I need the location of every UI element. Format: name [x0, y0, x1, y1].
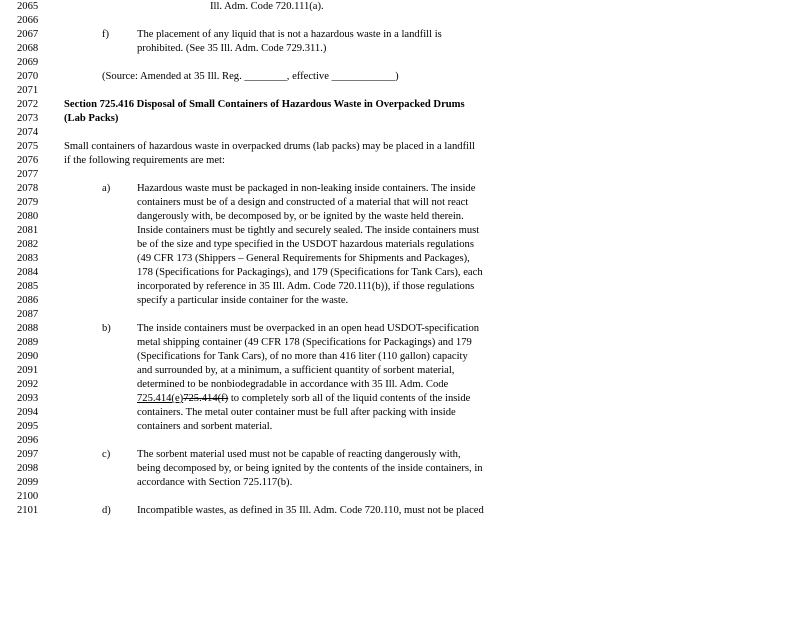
line-number: 2081: [17, 225, 39, 236]
list-marker: f): [102, 29, 110, 40]
line-number: 2068: [17, 43, 39, 54]
line-number: 2084: [17, 267, 39, 278]
line-number: 2100: [17, 491, 39, 502]
line-2088: [17, 322, 547, 336]
line-text: containers must be of a design and constructed of a material that will not react: [137, 197, 469, 208]
line-text: The inside containers must be overpacked in an open head USDOT-specification: [137, 323, 480, 334]
line-2068: [17, 42, 547, 56]
line-number: 2088: [17, 323, 39, 334]
line-2067: [17, 28, 547, 42]
line-number: 2097: [17, 449, 39, 460]
line-number: 2072: [17, 99, 39, 110]
line-2082: [17, 238, 547, 252]
line-2070: [17, 70, 547, 84]
line-2083: [17, 252, 547, 266]
list-marker: a): [102, 183, 111, 194]
line-2094: [17, 406, 547, 420]
line-text: Ill. Adm. Code 720.111(a).: [210, 1, 324, 12]
line-number: 2091: [17, 365, 39, 376]
line-text: metal shipping container (49 CFR 178 (Specifications for Packagings) and 179: [137, 337, 472, 348]
line-2101: [17, 504, 547, 518]
line-text: incorporated by reference in 35 Ill. Adm. Code 720.111(b)), if those regulations: [137, 281, 475, 292]
line-number: 2079: [17, 197, 39, 208]
line-text: containers and sorbent material.: [137, 421, 273, 432]
line-2081: [17, 224, 547, 238]
line-number: 2071: [17, 85, 39, 96]
line-text: Incompatible wastes, as defined in 35 Ill. Adm. Code 720.110, must not be placed: [137, 505, 484, 516]
line-2092: [17, 378, 547, 392]
deleted-citation: 725.414(f): [183, 393, 229, 404]
list-marker: c): [102, 449, 111, 460]
line-2076: [17, 154, 547, 168]
line-text: specify a particular inside container for the waste.: [137, 295, 349, 306]
line-number: 2101: [17, 505, 39, 516]
line-number: 2075: [17, 141, 39, 152]
line-number: 2073: [17, 113, 39, 124]
list-marker: b): [102, 323, 111, 334]
line-number: 2069: [17, 57, 39, 68]
line-number: 2092: [17, 379, 39, 390]
line-text-edited: [137, 392, 470, 406]
line-text: 178 (Specifications for Packagings), and 179 (Specifications for Tank Cars), each: [137, 267, 483, 278]
line-number: 2087: [17, 309, 39, 320]
line-2071: [17, 84, 547, 98]
line-number: 2099: [17, 477, 39, 488]
line-2099: [17, 476, 547, 490]
line-number: 2076: [17, 155, 39, 166]
line-number: 2094: [17, 407, 39, 418]
line-text: Hazardous waste must be packaged in non-leaking inside containers. The inside: [137, 183, 476, 194]
line-text: accordance with Section 725.117(b).: [137, 477, 293, 488]
line-2074: [17, 126, 547, 140]
line-2098: [17, 462, 547, 476]
inserted-citation: 725.414(e): [137, 393, 184, 404]
line-number: 2077: [17, 169, 39, 180]
line-2077: [17, 168, 547, 182]
line-number: 2095: [17, 421, 39, 432]
line-text: containers. The metal outer container must be full after packing with inside: [137, 407, 456, 418]
line-text: dangerously with, be decomposed by, or be ignited by the waste held therein.: [137, 211, 464, 222]
line-2085: [17, 280, 547, 294]
line-number: 2078: [17, 183, 39, 194]
line-text: being decomposed by, or being ignited by the contents of the inside containers, in: [137, 463, 483, 474]
line-2078: [17, 182, 547, 196]
source-note: (Source: Amended at 35 Ill. Reg. ________, effective ____________): [102, 71, 399, 82]
line-2069: [17, 56, 547, 70]
line-text: to completely sorb all of the liquid contents of the inside: [228, 393, 471, 404]
line-text: The placement of any liquid that is not a hazardous waste in a landfill is: [137, 29, 442, 40]
line-text: The sorbent material used must not be capable of reacting dangerously with,: [137, 449, 461, 460]
line-number: 2086: [17, 295, 39, 306]
list-marker: d): [102, 505, 111, 516]
line-2066: [17, 14, 547, 28]
line-2095: [17, 420, 547, 434]
line-2096: [17, 434, 547, 448]
line-2075: [17, 140, 547, 154]
line-2086: [17, 294, 547, 308]
line-2079: [17, 196, 547, 210]
line-number: 2067: [17, 29, 39, 40]
line-number: 2085: [17, 281, 39, 292]
line-number: 2089: [17, 337, 39, 348]
line-2065: [17, 0, 547, 14]
line-number: 2098: [17, 463, 39, 474]
line-2091: [17, 364, 547, 378]
line-text: (49 CFR 173 (Shippers – General Requirements for Shipments and Packages),: [137, 253, 470, 264]
line-number: 2074: [17, 127, 39, 138]
line-2093: [17, 392, 547, 406]
line-number: 2090: [17, 351, 39, 362]
line-number: 2083: [17, 253, 39, 264]
line-2100: [17, 490, 547, 504]
line-2090: [17, 350, 547, 364]
section-heading-cont: (Lab Packs): [64, 113, 119, 124]
line-text: and surrounded by, at a minimum, a sufficient quantity of sorbent material,: [137, 365, 455, 376]
line-2097: [17, 448, 547, 462]
line-number: 2066: [17, 15, 39, 26]
line-2089: [17, 336, 547, 350]
line-2087: [17, 308, 547, 322]
line-number: 2093: [17, 393, 39, 404]
line-text: determined to be nonbiodegradable in accordance with 35 Ill. Adm. Code: [137, 379, 449, 390]
line-number: 2065: [17, 1, 39, 12]
line-text: (Specifications for Tank Cars), of no more than 416 liter (110 gallon) capacity: [137, 351, 468, 362]
line-2080: [17, 210, 547, 224]
line-text: if the following requirements are met:: [64, 155, 225, 166]
line-text: prohibited. (See 35 Ill. Adm. Code 729.311.): [137, 43, 327, 54]
section-heading: Section 725.416 Disposal of Small Containers of Hazardous Waste in Overpacked Drums: [64, 99, 465, 110]
line-number: 2082: [17, 239, 39, 250]
line-2084: [17, 266, 547, 280]
line-2072: [17, 98, 547, 112]
line-number: 2096: [17, 435, 39, 446]
line-text: Inside containers must be tightly and securely sealed. The inside containers must: [137, 225, 480, 236]
line-number: 2080: [17, 211, 39, 222]
line-text: Small containers of hazardous waste in overpacked drums (lab packs) may be placed in a landfill: [64, 141, 475, 152]
line-text: be of the size and type specified in the USDOT hazardous materials regulations: [137, 239, 474, 250]
line-2073: [17, 112, 547, 126]
line-number: 2070: [17, 71, 39, 82]
